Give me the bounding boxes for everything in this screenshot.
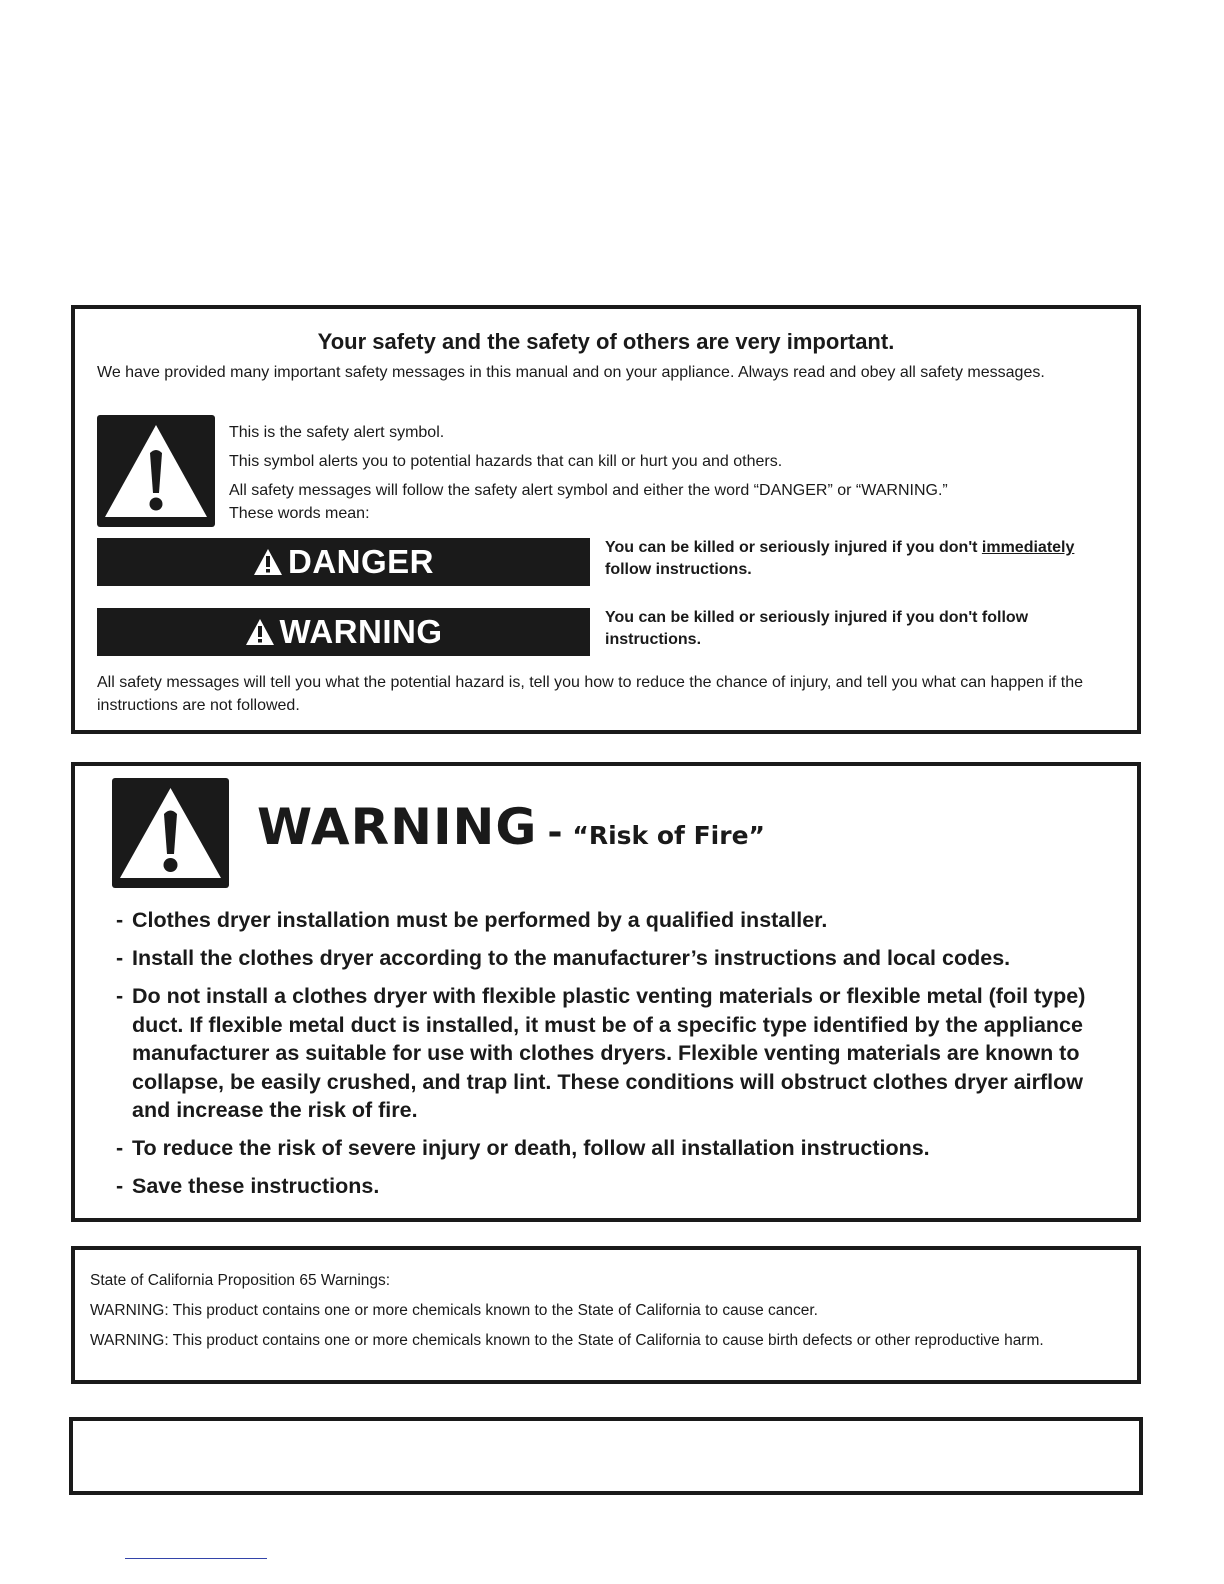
list-item-text: To reduce the risk of severe injury or death, follow all installation instructions. bbox=[132, 1136, 930, 1160]
list-item bbox=[116, 944, 1107, 973]
list-item-text: Install the clothes dryer according to the manufacturer’s instructions and local codes. bbox=[132, 946, 1011, 970]
safety-alert-triangle-icon bbox=[112, 778, 229, 888]
safety-footer-text: All safety messages will tell you what the potential hazard is, tell you how to reduce the chance of injury, and tell you what can happen if the instructions are not followed. bbox=[97, 674, 1084, 714]
alert-line-4: These words mean: bbox=[229, 505, 370, 522]
prop65-warning-panel bbox=[71, 1246, 1141, 1384]
fire-warning-list bbox=[116, 906, 1107, 1210]
warning-alert-icon bbox=[245, 618, 275, 646]
safety-alert-triangle-icon bbox=[97, 415, 215, 527]
prop65-cancer-warning: WARNING: This product contains one or more chemicals known to the State of California to cause cancer. bbox=[90, 1302, 818, 1319]
danger-desc-before: You can be killed or seriously injured if you don't bbox=[605, 539, 982, 556]
warning-label: WARNING bbox=[279, 613, 443, 650]
danger-label: DANGER bbox=[287, 543, 434, 580]
list-item bbox=[116, 906, 1107, 935]
fire-warning-subheading: “Risk of Fire” bbox=[572, 821, 765, 850]
alert-line-3: All safety messages will follow the safety alert symbol and either the word “DANGER” or “WARNING.” bbox=[229, 482, 948, 499]
alert-symbol-explanation bbox=[229, 421, 948, 531]
list-bullet: - bbox=[116, 1136, 124, 1160]
list-item bbox=[116, 1172, 1107, 1201]
safety-intro-text: We have provided many important safety messages in this manual and on your appliance. Always read and obey all safety messages. bbox=[97, 364, 1045, 381]
list-bullet: - bbox=[116, 946, 124, 970]
list-bullet: - bbox=[116, 1174, 124, 1198]
danger-alert-icon bbox=[253, 548, 283, 576]
list-item-text: Do not install a clothes dryer with flexible plastic venting materials or flexible metal (foil type) duct. If flexible metal duct is installed, it must be of a specific type identified by the appliance manufacturer as suitable for use with clothes dryers. Flexible venting materials are known to collapse, be easily crushed, and trap lint. These conditions will obstruct clothes dryer airflow and increase the risk of fire. bbox=[132, 984, 1086, 1122]
fire-warning-word: WARNING bbox=[257, 798, 538, 856]
warning-description: You can be killed or seriously injured if you don't follow instructions. bbox=[605, 609, 1029, 648]
fire-warning-panel bbox=[71, 762, 1141, 1222]
list-bullet: - bbox=[116, 984, 124, 1008]
list-item bbox=[116, 1134, 1107, 1163]
danger-desc-emphasis: immediately bbox=[981, 539, 1075, 556]
fire-warning-heading bbox=[257, 798, 765, 856]
warning-signal-bar bbox=[97, 608, 590, 656]
prop65-reproductive-warning: WARNING: This product contains one or more chemicals known to the State of California to cause birth defects or other reproductive harm. bbox=[90, 1332, 1044, 1349]
list-item-text: Clothes dryer installation must be performed by a qualified installer. bbox=[132, 908, 828, 932]
list-bullet: - bbox=[116, 908, 124, 932]
bottom-rule-divider bbox=[125, 1558, 267, 1559]
fire-heading-dash: - bbox=[547, 812, 563, 853]
danger-signal-bar bbox=[97, 538, 590, 586]
danger-description bbox=[605, 537, 1123, 581]
safety-title: Your safety and the safety of others are very important. bbox=[317, 329, 895, 354]
alert-line-2: This symbol alerts you to potential hazards that can kill or hurt you and others. bbox=[229, 453, 783, 470]
danger-desc-after: follow instructions. bbox=[605, 561, 752, 578]
list-item bbox=[116, 982, 1107, 1125]
prop65-text bbox=[90, 1270, 1097, 1360]
safety-importance-panel bbox=[71, 305, 1141, 734]
alert-line-1: This is the safety alert symbol. bbox=[229, 424, 445, 441]
prop65-heading: State of California Proposition 65 Warnings: bbox=[90, 1272, 391, 1289]
empty-bordered-box bbox=[69, 1417, 1143, 1495]
list-item-text: Save these instructions. bbox=[132, 1174, 380, 1198]
